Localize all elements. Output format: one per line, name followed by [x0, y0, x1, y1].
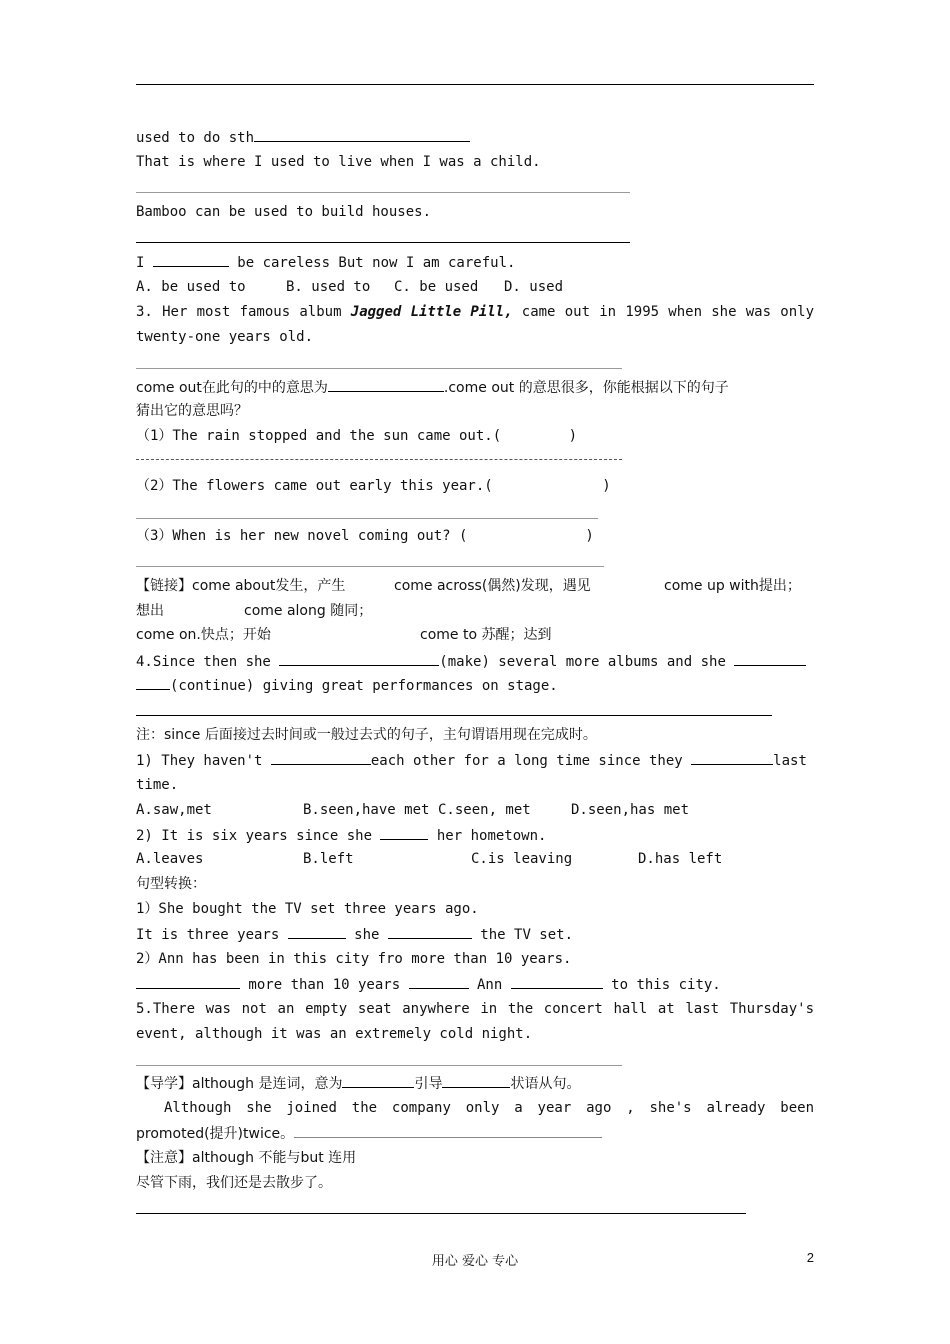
text-line: 4.Since then she (make) several more albums and she — [136, 651, 806, 672]
answer-blank[interactable] — [442, 1073, 510, 1088]
note-line: 【注意】although 不能与but 连用 — [136, 1150, 357, 1166]
section-heading: 句型转换： — [136, 876, 206, 892]
answer-blank[interactable] — [409, 974, 469, 989]
text-line: 2) It is six years since she her hometown. — [136, 825, 546, 846]
choice-line — [136, 277, 564, 297]
link-line: 【链接】come about发生，产生 come across(偶然)发现，遇见 come up with提出； — [136, 578, 801, 594]
text-line: come out在此句的中的意思为 .come out 的意思很多，你能根据以下的句子 — [136, 377, 729, 398]
text-line: 猜出它的意思吗？ — [136, 403, 248, 419]
text-line: 1) They haven't each other for a long time since they last — [136, 750, 807, 771]
option-a: A.saw,met — [136, 802, 212, 818]
footer-slogan: 用心 爱心 专心 — [431, 1254, 519, 1269]
answer-blank[interactable] — [734, 651, 806, 666]
answer-line[interactable] — [136, 1065, 622, 1066]
text-line: （2）The flowers came out early this year.( ) — [136, 478, 611, 494]
album-title: Jagged Little Pill, — [350, 304, 513, 320]
guide-line: 【导学】although 是连词，意为 引导 状语从句。 — [136, 1073, 580, 1094]
text-line: twenty-one years old. — [136, 329, 314, 345]
text-line: I be careless But now I am careful. — [136, 252, 515, 273]
text-line: 5.There was not an empty seat anywhere in the concert hall at last Thursday's — [136, 1001, 814, 1017]
answer-blank[interactable] — [511, 974, 603, 989]
text-line: （3）When is her new novel coming out? ( ) — [136, 528, 594, 544]
option-c: C.is leaving — [471, 851, 573, 867]
text-line: 3. Her most famous album Jagged Little Pill, came out in 1995 when she was only — [136, 304, 814, 320]
answer-blank[interactable] — [328, 377, 444, 392]
option-b: B.seen,have met — [303, 802, 430, 818]
text-line: time. — [136, 777, 179, 793]
answer-blank[interactable] — [271, 750, 371, 765]
option-c: C. be used — [394, 279, 479, 295]
option-d: D. used — [504, 279, 564, 295]
answer-line[interactable] — [136, 459, 622, 460]
answer-line[interactable] — [136, 242, 630, 243]
text-line: promoted(提升)twice。 — [136, 1123, 602, 1144]
text-line: Although she joined the company only a year ago , she's already been — [164, 1100, 814, 1116]
header-rule — [136, 84, 814, 85]
option-a: A.leaves — [136, 851, 204, 867]
note-line: 注：since 后面接过去时间或一般过去式的句子，主句谓语用现在完成时。 — [136, 727, 597, 743]
option-d: D.seen,has met — [571, 802, 690, 818]
text-line: more than 10 years Ann to this city. — [136, 974, 721, 995]
answer-blank[interactable] — [294, 1123, 602, 1138]
choice-line — [136, 849, 723, 869]
answer-blank[interactable] — [380, 825, 428, 840]
answer-blank[interactable] — [691, 750, 773, 765]
text-line: It is three years she the TV set. — [136, 924, 573, 945]
answer-line[interactable] — [136, 1213, 746, 1214]
text-line: Bamboo can be used to build houses. — [136, 204, 432, 220]
answer-blank[interactable] — [279, 651, 439, 666]
answer-line[interactable] — [136, 368, 622, 369]
answer-blank[interactable] — [254, 127, 470, 142]
answer-blank[interactable] — [342, 1073, 414, 1088]
text-line: That is where I used to live when I was a child. — [136, 154, 541, 170]
answer-line[interactable] — [136, 715, 772, 716]
text-line: 尽管下雨，我们还是去散步了。 — [136, 1175, 332, 1191]
text-line: event, although it was an extremely cold night. — [136, 1026, 533, 1042]
answer-blank[interactable] — [388, 924, 472, 939]
text-line: （1）The rain stopped and the sun came out.( ) — [136, 428, 578, 444]
option-c: C.seen, met — [438, 802, 531, 818]
option-b: B. used to — [286, 279, 371, 295]
answer-blank[interactable] — [136, 974, 240, 989]
option-b: B.left — [303, 851, 354, 867]
option-a: A. be used to — [136, 279, 246, 295]
page-number: 2 — [806, 1250, 814, 1265]
link-line: come on.快点；开始 come to 苏醒；达到 — [136, 627, 552, 643]
text-line: (continue) giving great performances on stage. — [136, 675, 558, 696]
answer-line[interactable] — [136, 566, 604, 567]
option-d: D.has left — [638, 851, 723, 867]
answer-line[interactable] — [136, 192, 630, 193]
answer-blank[interactable] — [153, 252, 229, 267]
answer-blank[interactable] — [136, 675, 170, 690]
text-line: 1）She bought the TV set three years ago. — [136, 901, 479, 917]
text-line: used to do sth — [136, 127, 470, 148]
choice-line — [136, 800, 690, 820]
answer-blank[interactable] — [288, 924, 346, 939]
link-line: 想出 come along 随同； — [136, 603, 373, 619]
text-line: 2）Ann has been in this city fro more than 10 years. — [136, 951, 572, 967]
answer-line[interactable] — [136, 518, 598, 519]
